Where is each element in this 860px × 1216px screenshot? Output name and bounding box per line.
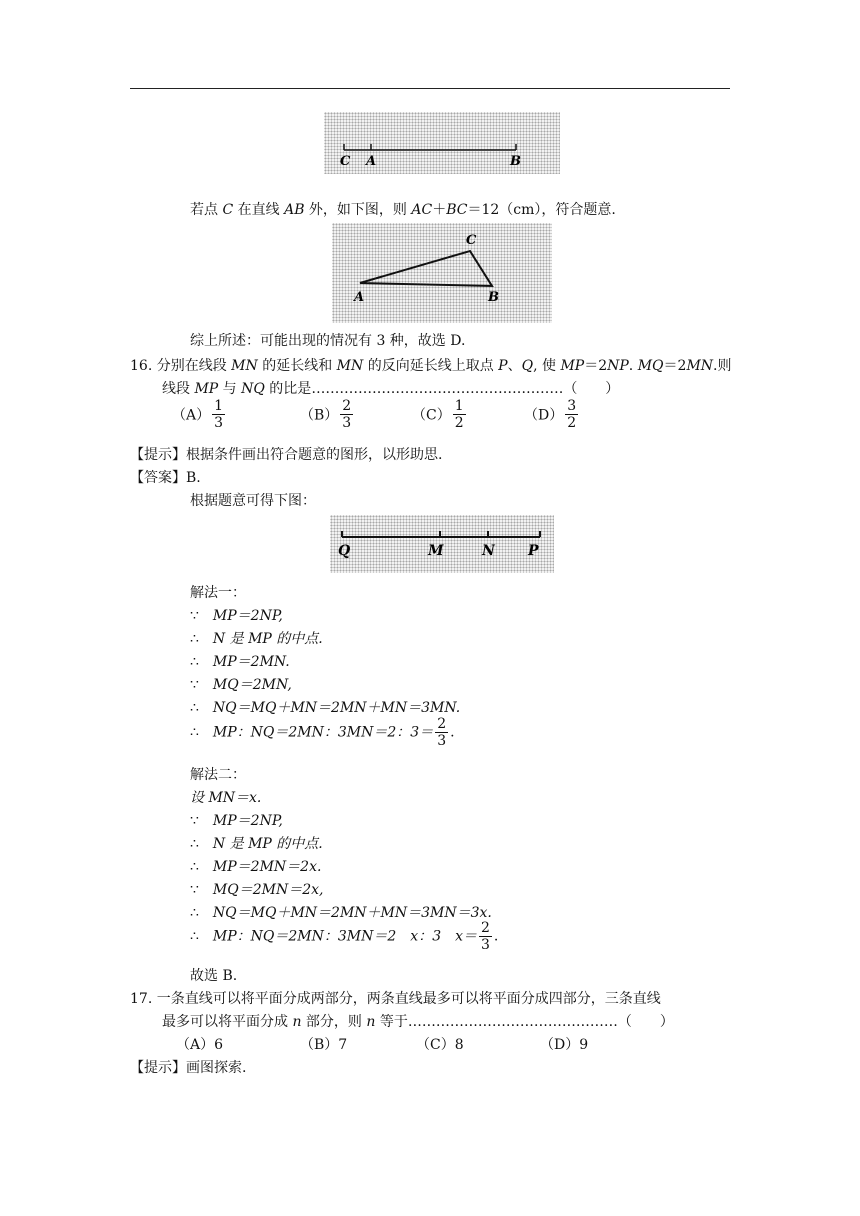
step-text: N 是 MP 的中点.: [212, 836, 323, 852]
text: 与: [218, 381, 242, 397]
fraction: [479, 920, 492, 953]
label-q: Q: [338, 543, 351, 559]
text: 的反向延长线上取点: [363, 358, 499, 374]
var: NQ: [241, 381, 265, 397]
label-p: P: [528, 543, 539, 559]
numerator: 1: [454, 398, 464, 414]
symbol: ∴: [190, 700, 199, 716]
option-value: 9: [579, 1037, 589, 1053]
method2-step: [190, 902, 492, 922]
denominator: 3: [437, 733, 447, 750]
var: BC: [446, 202, 468, 218]
text: .则: [713, 358, 732, 374]
period: .: [450, 724, 455, 741]
q17-option-b[interactable]: [300, 1034, 347, 1054]
denominator: 2: [454, 415, 464, 432]
method1-step: [190, 674, 292, 694]
answer-blank: ………………………………………（ ）: [407, 1014, 674, 1030]
var: Q: [521, 358, 534, 374]
method2-step: [190, 810, 283, 830]
step-text: NQ＝MQ＋MN＝2MN＋MN＝3MN＝3x.: [212, 905, 492, 921]
var: MN: [336, 358, 364, 374]
option-value: 6: [214, 1037, 224, 1053]
fraction: [340, 398, 353, 431]
text: ＝12（cm），符合题意.: [467, 202, 616, 218]
text: , 使: [533, 358, 561, 374]
step-text: MP：NQ＝2MN：3MN＝2：3＝: [212, 724, 434, 741]
step-text: NQ＝MQ＋MN＝2MN＋MN＝3MN.: [212, 700, 461, 716]
step-text: MQ＝2MN,: [212, 677, 292, 693]
text: 最多可以将平面分成: [162, 1014, 293, 1030]
q16-intro: 根据题意可得下图：: [190, 493, 316, 509]
step-text: MQ＝2MN＝2x,: [212, 882, 324, 898]
symbol: ∴: [190, 631, 199, 647]
step-text: MP＝2NP,: [212, 608, 283, 624]
text: ＋: [432, 202, 447, 218]
q16-option-c[interactable]: [412, 398, 468, 431]
var: AB: [284, 202, 305, 218]
text: 、: [507, 358, 522, 374]
fraction: [435, 716, 448, 749]
var: MP: [194, 381, 219, 397]
text: .: [628, 358, 638, 374]
method2-set: 设 MN＝x.: [190, 790, 262, 806]
q16-line2: [162, 378, 619, 398]
method2-final: [190, 920, 498, 953]
numerator: 2: [481, 920, 490, 936]
var: MQ: [637, 358, 664, 374]
figure-segment-cab: [324, 112, 560, 174]
q16-hint: [130, 444, 442, 464]
method2-title: 解法二：: [190, 767, 246, 783]
method1-step: [190, 628, 323, 648]
symbol: ∵: [190, 608, 199, 624]
option-value: 8: [454, 1037, 464, 1053]
symbol: ∴: [190, 928, 199, 945]
q17-line2: [162, 1011, 674, 1031]
method1-final: [190, 716, 455, 749]
var: MP: [560, 358, 585, 374]
var: AC: [411, 202, 433, 218]
period: .: [493, 928, 499, 945]
q17-line1: 17. 一条直线可以将平面分成两部分，两条直线最多可以将平面分成四部分，三条直线: [130, 991, 661, 1007]
label-c: C: [340, 154, 351, 169]
label-a: A: [366, 154, 377, 169]
text: 若点: [190, 202, 223, 218]
figure-triangle-abc-svg: [332, 223, 552, 323]
method1-step: [190, 697, 460, 717]
answer-tag: 【答案】: [130, 470, 186, 486]
answer-text: B.: [186, 470, 201, 486]
step-text: MP＝2MN.: [212, 654, 290, 670]
hint-text: 画图探索.: [186, 1060, 247, 1076]
symbol: ∴: [190, 654, 199, 670]
denominator: 3: [342, 415, 352, 432]
hint-tag: 【提示】: [130, 447, 186, 463]
text: ＝2: [663, 358, 687, 374]
conclusion: 故选 B.: [190, 968, 238, 984]
label-b: B: [488, 290, 499, 305]
option-label: （D）: [540, 1037, 580, 1053]
fraction: [212, 398, 225, 431]
var: NP: [607, 358, 629, 374]
var: MN: [231, 358, 258, 374]
text: 16. 分别在线段: [130, 358, 232, 374]
numerator: 3: [567, 398, 577, 414]
q17-option-d[interactable]: [540, 1034, 588, 1054]
method2-step: [190, 833, 323, 853]
var: MN: [686, 358, 714, 374]
label-m: M: [428, 543, 444, 559]
q16-line1: [130, 355, 731, 375]
var: C: [222, 202, 234, 218]
label-n: N: [482, 543, 495, 559]
option-label: （A）: [172, 407, 211, 424]
option-value: 7: [338, 1037, 348, 1053]
symbol: ∵: [190, 882, 199, 898]
symbol: ∵: [190, 813, 199, 829]
q16-answer: [130, 467, 201, 487]
option-label: （A）: [176, 1037, 215, 1053]
symbol: ∴: [190, 724, 199, 741]
figure-segment-qmnp: [330, 515, 554, 573]
option-label: （C）: [412, 407, 451, 424]
method1-title: 解法一：: [190, 585, 246, 601]
hint-text: 根据条件画出符合题意的图形，以形助思.: [186, 447, 443, 463]
label-b: B: [510, 154, 521, 169]
text: 线段: [162, 381, 195, 397]
numerator: 2: [437, 716, 447, 732]
q17-option-a[interactable]: [176, 1034, 223, 1054]
var: P: [498, 358, 508, 374]
text: 的比是: [264, 381, 312, 397]
fraction: [453, 398, 466, 431]
figure-triangle-abc: [332, 223, 552, 323]
q17-hint: [130, 1057, 246, 1077]
text: 外，如下图，则: [304, 202, 412, 218]
text: 在直线: [233, 202, 285, 218]
symbol: ∴: [190, 905, 199, 921]
option-label: （B）: [300, 407, 339, 424]
figure-segment-qmnp-svg: [330, 515, 554, 573]
fraction: [565, 398, 578, 431]
denominator: 3: [214, 415, 224, 432]
summary-text: 综上所述：可能出现的情况有 3 种，故选 D.: [190, 333, 466, 349]
symbol: ∴: [190, 859, 199, 875]
step-text: MP＝2NP,: [212, 813, 283, 829]
paragraph-c-outside: [190, 199, 616, 219]
step-text: MP＝2MN＝2x.: [212, 859, 322, 875]
symbol: ∴: [190, 836, 199, 852]
numerator: 2: [342, 398, 352, 414]
step-text: MP：NQ＝2MN：3MN＝2 x：3 x＝: [212, 928, 477, 945]
header-rule: [130, 88, 730, 89]
text: 等于: [375, 1014, 408, 1030]
q17-option-c[interactable]: [416, 1034, 464, 1054]
method2-step: [190, 879, 323, 899]
denominator: 3: [481, 937, 490, 954]
method1-step: [190, 651, 290, 671]
denominator: 2: [567, 415, 577, 432]
hint-tag: 【提示】: [130, 1060, 186, 1076]
q16-option-a[interactable]: [172, 398, 227, 431]
answer-blank: ………………………………………………（ ）: [311, 381, 620, 397]
text: 部分，则: [301, 1014, 367, 1030]
var: n: [292, 1014, 302, 1030]
method2-step: [190, 856, 321, 876]
figure-segment-cab-svg: [324, 112, 560, 174]
text: 的延长线和: [257, 358, 337, 374]
var: n: [366, 1014, 376, 1030]
method1-step: [190, 605, 283, 625]
option-label: （C）: [416, 1037, 455, 1053]
step-text: N 是 MP 的中点.: [212, 631, 323, 647]
numerator: 1: [214, 398, 224, 414]
label-a: A: [354, 290, 365, 305]
label-c: C: [466, 233, 477, 248]
option-label: （D）: [524, 407, 564, 424]
option-label: （B）: [300, 1037, 339, 1053]
text: ＝2: [584, 358, 608, 374]
q16-option-b[interactable]: [300, 398, 355, 431]
symbol: ∵: [190, 677, 199, 693]
q16-option-d[interactable]: [524, 398, 580, 431]
